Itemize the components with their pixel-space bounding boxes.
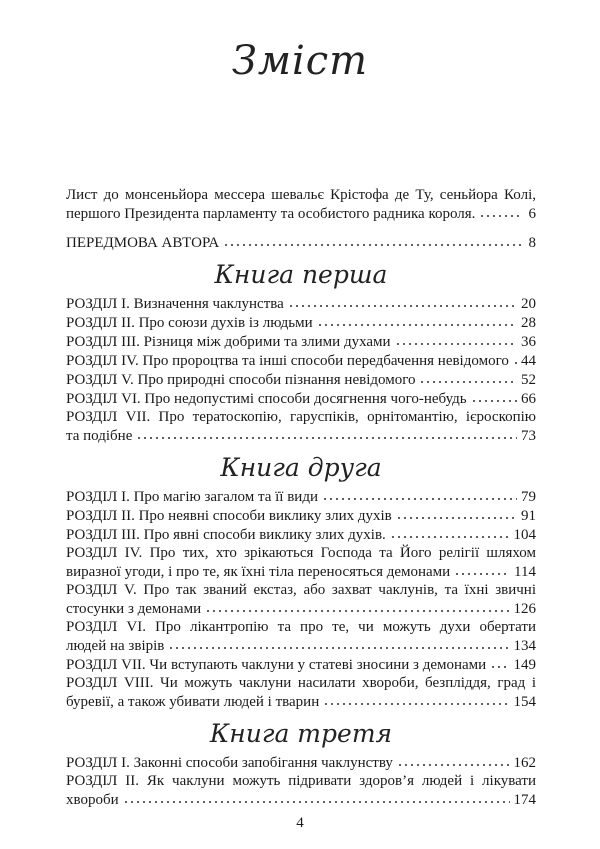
entry-page-number: 66 — [521, 391, 536, 407]
leader-dots — [288, 294, 517, 308]
leader-dots — [479, 204, 522, 218]
entry-title-text: хвороби — [66, 792, 119, 808]
entry-title-line: РОЗДІЛ V. Про так званий екстаз, або захват чаклунів, та їхні звичні — [66, 582, 536, 598]
entry-title-text: РОЗДІЛ ІІІ. Про явні способи виклику злих духів. — [66, 527, 386, 543]
entry-title-text: ПЕРЕДМОВА АВТОРА — [66, 235, 220, 251]
entry-last-line — [66, 692, 536, 711]
entry-title-line: РОЗДІЛ ІІ. Як чаклуни можуть підривати здоров’я людей і лікувати — [66, 773, 536, 789]
entry-title-text: РОЗДІЛ V. Про природні способи пізнання невідомого — [66, 372, 416, 388]
entry-title-text: РОЗДІЛ ІІІ. Різниця між добрими та злими духами — [66, 334, 391, 350]
entry-page-number: 126 — [513, 601, 536, 617]
entry-title-text: РОЗДІЛ VII. Чи вступають чаклуни у статеві зносини з демонами — [66, 657, 487, 673]
entry-page-number: 104 — [513, 527, 536, 543]
page-number: 4 — [296, 815, 304, 831]
entry-page-number: 79 — [521, 489, 536, 505]
leader-dots — [471, 389, 517, 403]
entry-last-line — [66, 294, 536, 313]
leader-dots — [397, 753, 510, 767]
entry-last-line — [66, 332, 536, 351]
entry-last-line — [66, 351, 536, 370]
entry-page-number: 44 — [521, 353, 536, 369]
entry-last-line — [66, 599, 536, 618]
entry-last-line — [66, 313, 536, 332]
leader-dots — [205, 599, 509, 613]
book-heading: Книга третя — [209, 719, 393, 748]
leader-dots — [454, 562, 510, 576]
entry-last-line — [66, 636, 536, 655]
entry-title-text: та подібне — [66, 428, 133, 444]
entry-last-line — [66, 506, 536, 525]
entry-page-number: 20 — [521, 296, 536, 312]
toc-entry — [66, 525, 536, 544]
leader-dots — [513, 351, 517, 365]
leader-dots — [317, 313, 517, 327]
entry-page-number: 28 — [521, 315, 536, 331]
entry-page-number: 134 — [513, 638, 536, 654]
page-title: Зміст — [231, 38, 369, 84]
toc-entry — [66, 332, 536, 351]
entry-last-line — [66, 525, 536, 544]
entry-title-text: РОЗДІЛ ІІ. Про союзи духів із людьми — [66, 315, 313, 331]
toc-entry — [66, 506, 536, 525]
entry-title-text: РОЗДІЛ І. Визначення чаклунства — [66, 296, 284, 312]
entry-title-text: буревії, а також убивати людей і тварин — [66, 694, 320, 710]
entry-title-text: РОЗДІЛ І. Про магію загалом та її види — [66, 489, 318, 505]
toc-entry — [66, 408, 536, 445]
entry-title-text: першого Президента парламенту та особистого радника короля. — [66, 206, 476, 222]
leader-dots — [396, 506, 517, 520]
toc-entry — [66, 233, 536, 252]
toc-entry — [66, 772, 536, 809]
leader-dots — [136, 426, 517, 440]
section-gap — [66, 223, 536, 233]
toc-entry — [66, 487, 536, 506]
entry-page-number: 36 — [521, 334, 536, 350]
entry-title-text: людей на звірів — [66, 638, 165, 654]
entry-last-line — [66, 389, 536, 408]
entry-last-line — [66, 233, 536, 252]
entry-last-line — [66, 426, 536, 445]
toc-entry — [66, 544, 536, 581]
toc-entry — [66, 389, 536, 408]
leader-dots — [419, 370, 517, 384]
toc-entry — [66, 351, 536, 370]
entry-last-line — [66, 370, 536, 389]
toc-entry — [66, 186, 536, 223]
entry-page-number: 52 — [521, 372, 536, 388]
toc-entry — [66, 370, 536, 389]
entry-page-number: 162 — [513, 755, 536, 771]
entry-page-number: 149 — [513, 657, 536, 673]
leader-dots — [395, 332, 517, 346]
entry-page-number: 114 — [514, 564, 536, 580]
entry-last-line — [66, 487, 536, 506]
entry-title-text: стосунки з демонами — [66, 601, 202, 617]
toc-entry — [66, 618, 536, 655]
entry-title-text: РОЗДІЛ ІІ. Про неявні способи виклику злих духів — [66, 508, 392, 524]
toc-entry — [66, 313, 536, 332]
leader-dots — [490, 655, 509, 669]
entry-page-number: 6 — [528, 206, 536, 222]
toc-entry — [66, 753, 536, 772]
entry-title-line: РОЗДІЛ VIII. Чи можуть чаклуни насилати хвороби, безпліддя, град і — [66, 675, 536, 691]
entry-last-line — [66, 562, 536, 581]
leader-dots — [323, 692, 509, 706]
entry-page-number: 174 — [513, 792, 536, 808]
leader-dots — [390, 525, 510, 539]
entry-page-number: 91 — [521, 508, 536, 524]
toc-entry — [66, 655, 536, 674]
leader-dots — [168, 636, 509, 650]
entry-title-text: РОЗДІЛ VI. Про недопустимі способи досягнення чого-небудь — [66, 391, 467, 407]
book-heading: Книга друга — [220, 453, 382, 482]
entry-title-line: РОЗДІЛ VI. Про лікантропію та про те, чи можуть духи обертати — [66, 619, 536, 635]
entry-page-number: 8 — [528, 235, 536, 251]
entry-title-line: Лист до монсеньйора мессера шевальє Крістофа де Ту, сеньйора Колі, — [66, 187, 536, 203]
entry-last-line — [66, 655, 536, 674]
toc-entry — [66, 294, 536, 313]
toc-entry — [66, 581, 536, 618]
entry-title-text: виразної угоди, і про те, як їхні тіла переносяться демонами — [66, 564, 451, 580]
entry-title-text: РОЗДІЛ IV. Про пророцтва та інші способи передбачення невідомого — [66, 353, 509, 369]
entry-last-line — [66, 790, 536, 809]
book-heading: Книга перша — [214, 260, 388, 289]
toc-entry — [66, 674, 536, 711]
leader-dots — [322, 487, 517, 501]
entry-last-line — [66, 204, 536, 223]
entry-last-line — [66, 753, 536, 772]
entry-title-text: РОЗДІЛ І. Законні способи запобігання чаклунству — [66, 755, 393, 771]
leader-dots — [223, 233, 522, 247]
table-of-contents — [66, 186, 536, 809]
entry-page-number: 73 — [521, 428, 536, 444]
entry-title-line: РОЗДІЛ VII. Про тератоскопію, гаруспіків, орнітомантію, ієроскопію — [66, 409, 536, 425]
entry-title-line: РОЗДІЛ IV. Про тих, хто зрікаються Господа та Його релігії шляхом — [66, 545, 536, 561]
entry-page-number: 154 — [513, 694, 536, 710]
leader-dots — [123, 790, 510, 804]
